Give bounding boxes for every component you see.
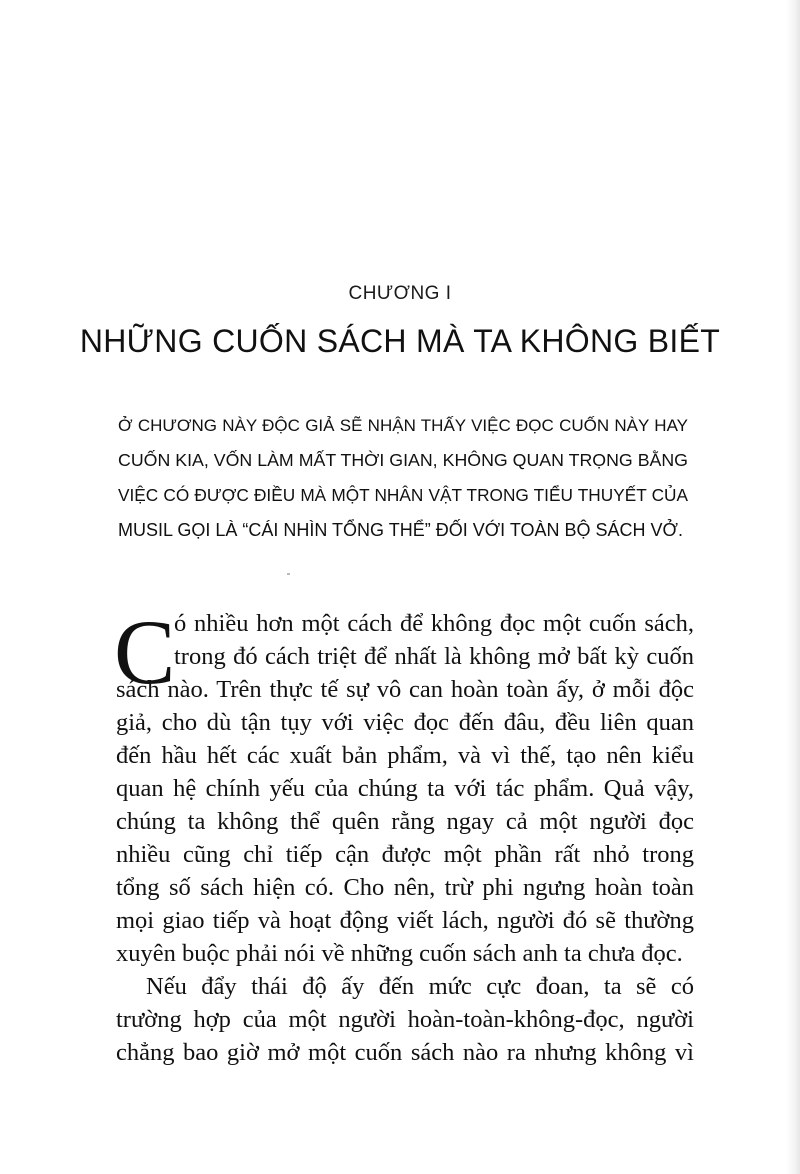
chapter-title: NHỮNG CUỐN SÁCH MÀ TA KHÔNG BIẾT (79, 323, 721, 359)
drop-cap: C (114, 601, 176, 703)
scan-edge-shadow (786, 0, 800, 1174)
body-line: trường hợp của một người hoàn-toàn-không-đọc, người (116, 1006, 694, 1033)
summary-line: CUỐN KIA, VỐN LÀM MẤT THỜI GIAN, KHÔNG QUAN TRỌNG BẰNG (118, 450, 688, 470)
chapter-summary (118, 408, 688, 548)
body-line: tổng số sách hiện có. Cho nên, trừ phi ngưng hoàn toàn (116, 874, 694, 901)
summary-line: VIỆC CÓ ĐƯỢC ĐIỀU MÀ MỘT NHÂN VẬT TRONG TIỂU THUYẾT CỦA (118, 485, 688, 505)
body-line: trong đó cách triệt để nhất là không mở bất kỳ cuốn (174, 643, 694, 670)
scan-speck (287, 573, 290, 575)
body-text (114, 601, 694, 1069)
body-line: xuyên buộc phải nói về những cuốn sách anh ta chưa đọc. (116, 940, 683, 967)
body-line: quan hệ chính yếu của chúng ta với tác phẩm. Quả vậy, (116, 775, 694, 802)
body-line: chúng ta không thể quên rằng ngay cả một người đọc (116, 808, 694, 835)
body-line: sách nào. Trên thực tế sự vô can hoàn toàn ấy, ở mỗi độc (116, 676, 694, 703)
summary-line: MUSIL GỌI LÀ “CÁI NHÌN TỔNG THỂ” ĐỐI VỚI TOÀN BỘ SÁCH VỞ. (118, 520, 683, 540)
body-line: ó nhiều hơn một cách để không đọc một cuốn sách, (174, 610, 694, 637)
body-line: nhiều cũng chỉ tiếp cận được một phần rất nhỏ trong (116, 841, 694, 868)
body-line: Nếu đẩy thái độ ấy đến mức cực đoan, ta sẽ có (146, 973, 694, 1000)
body-line: giả, cho dù tận tụy với việc đọc đến đâu, đều liên quan (116, 709, 694, 736)
body-line: mọi giao tiếp và hoạt động viết lách, người đó sẽ thường (116, 907, 694, 934)
body-line: chẳng bao giờ mở một cuốn sách nào ra nhưng không vì (116, 1039, 694, 1066)
body-line: đến hầu hết các xuất bản phẩm, và vì thế, tạo nên kiểu (116, 742, 694, 769)
summary-line: Ở CHƯƠNG NÀY ĐỘC GIẢ SẼ NHẬN THẤY VIỆC ĐỌC CUỐN NÀY HAY (118, 416, 688, 435)
chapter-label: CHƯƠNG I (348, 283, 452, 304)
